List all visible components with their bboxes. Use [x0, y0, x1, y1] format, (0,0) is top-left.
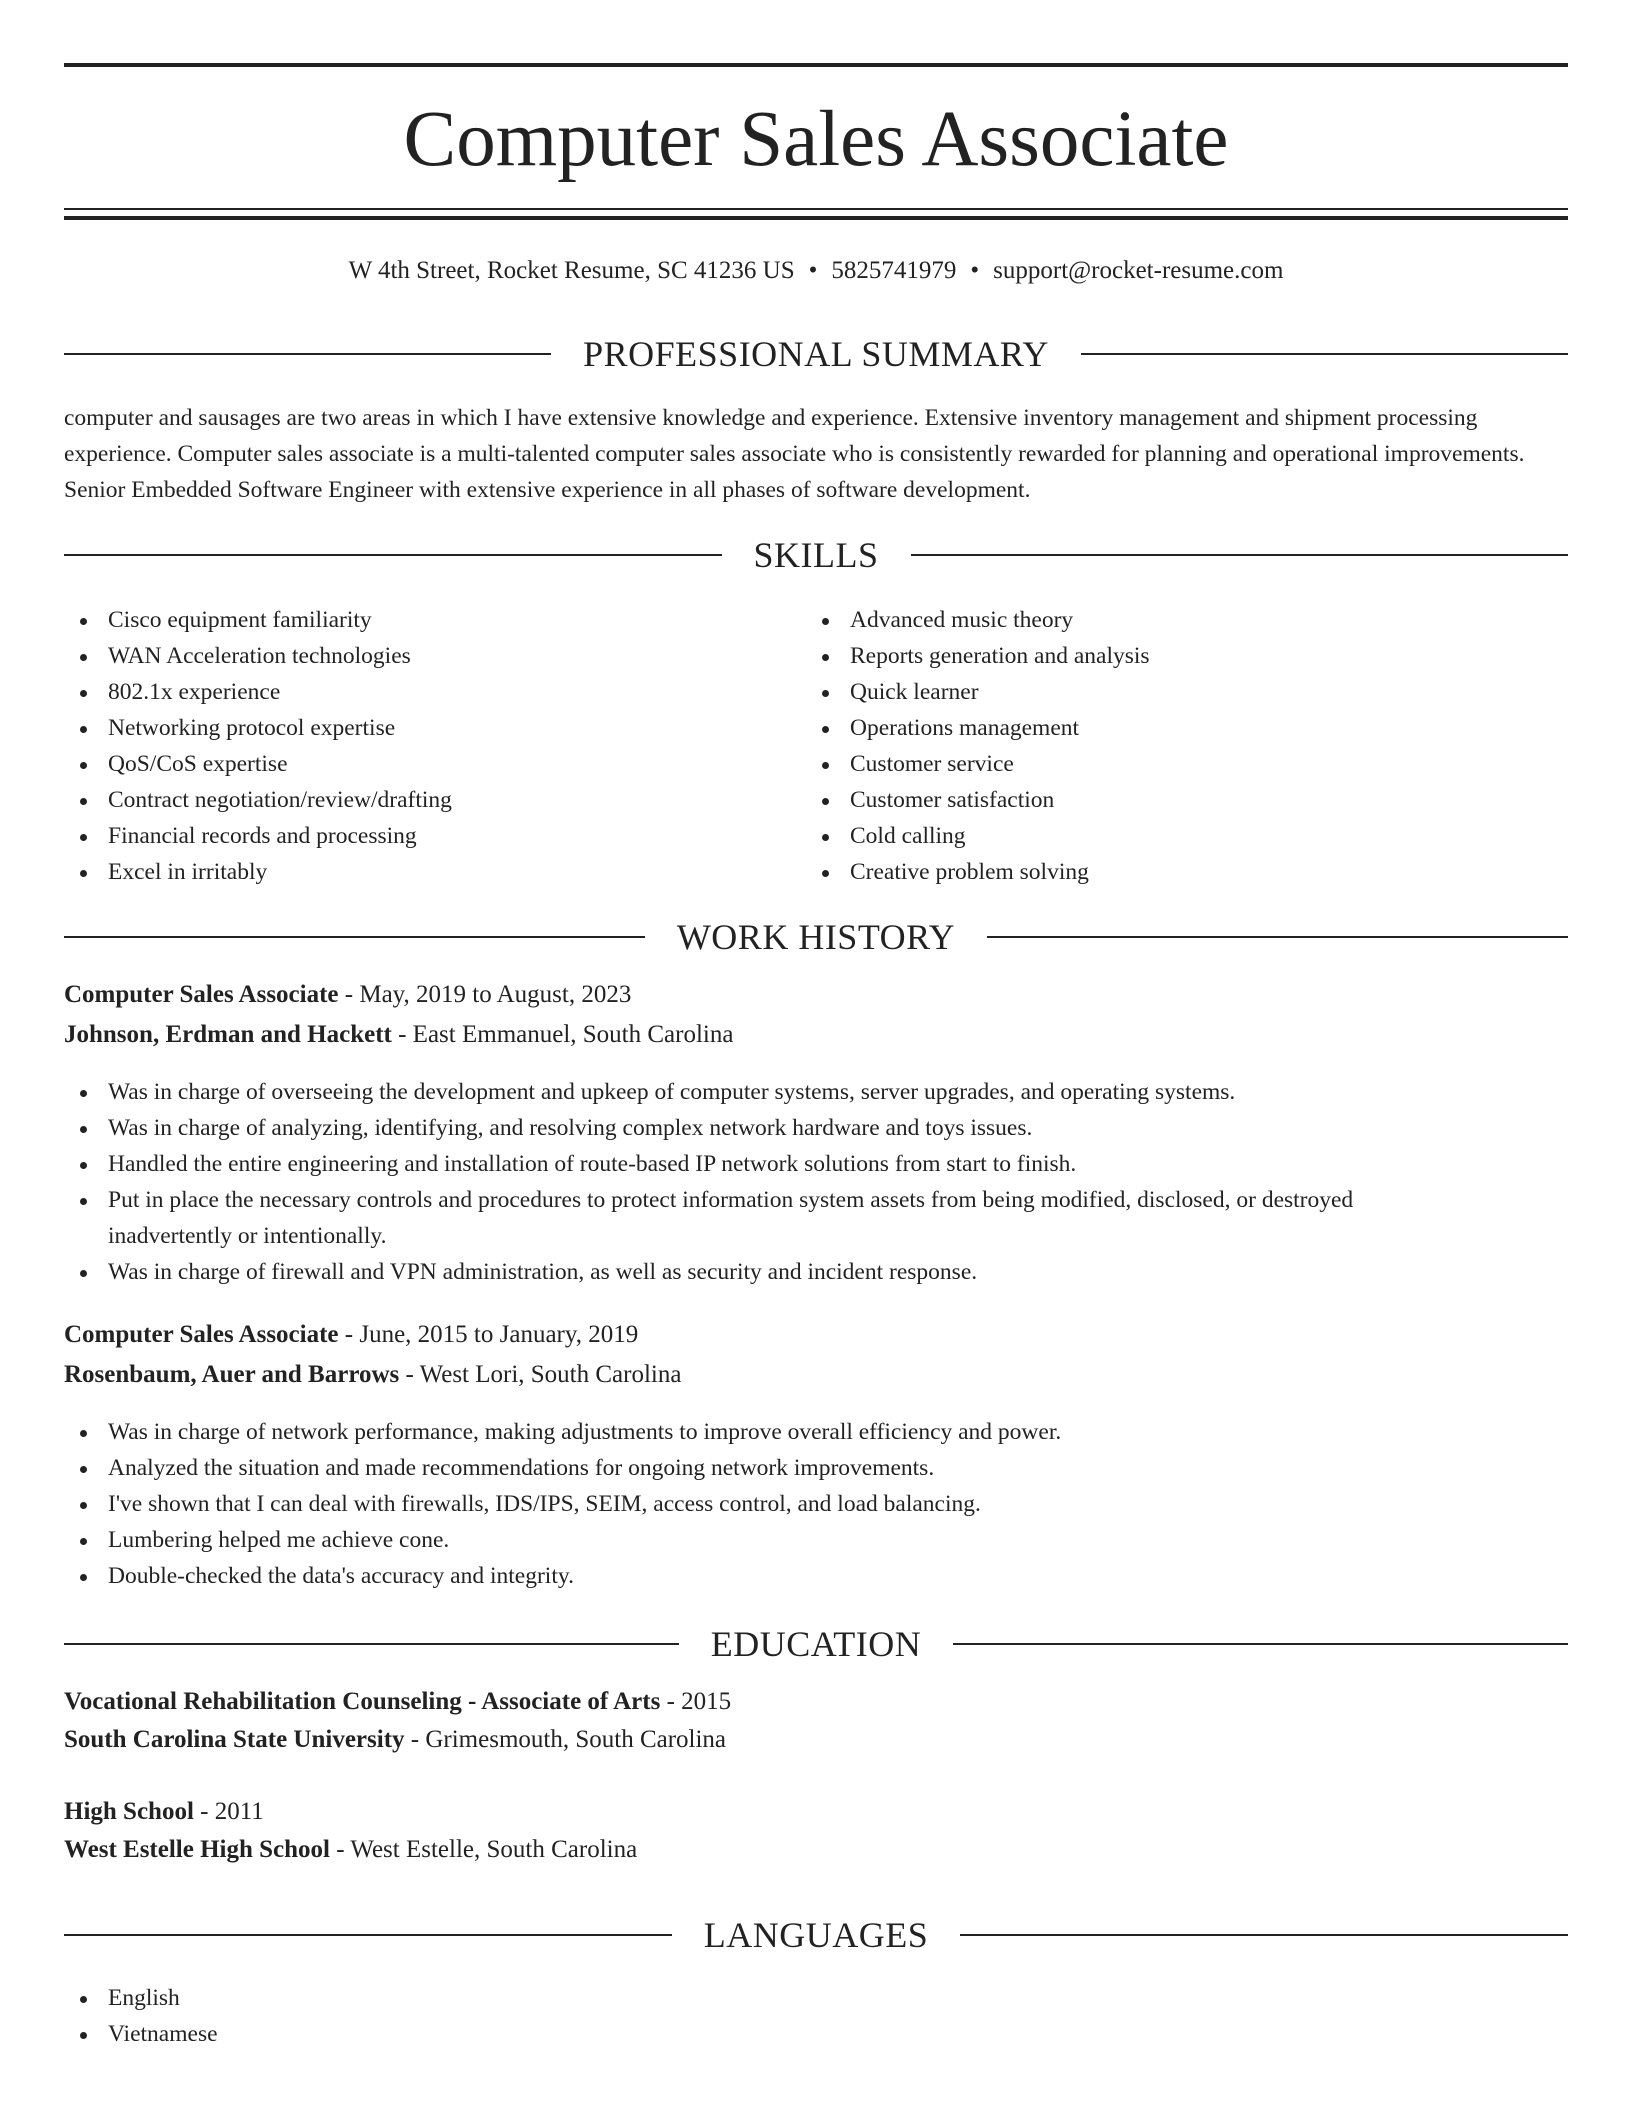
education-heading	[64, 1619, 1568, 1669]
language-item: English	[64, 1980, 664, 2016]
job-title: Computer Sales Associate	[64, 981, 339, 1008]
heading-rule-left	[64, 1934, 672, 1936]
contact-line	[64, 254, 1568, 288]
skill-item: Contract negotiation/review/drafting	[64, 782, 804, 818]
contact-phone: 5825741979	[831, 257, 957, 284]
skill-item: Reports generation and analysis	[806, 638, 1566, 674]
summary-heading	[64, 329, 1568, 379]
languages-heading-label: LANGUAGES	[703, 1915, 929, 1955]
skill-item: Customer satisfaction	[806, 782, 1566, 818]
job-bullet: Was in charge of network performance, making adjustments to improve overall efficiency and power.	[64, 1414, 1568, 1450]
education-degree-line	[64, 1794, 1568, 1830]
job-bullet: Was in charge of firewall and VPN administration, as well as security and incident response.	[64, 1254, 1568, 1290]
heading-rule-right	[953, 1643, 1568, 1645]
job-dates: - May, 2019 to August, 2023	[344, 981, 632, 1008]
skills-heading-label: SKILLS	[753, 535, 879, 575]
job-title-line	[64, 977, 1568, 1013]
languages-heading	[64, 1910, 1568, 1960]
heading-rule-right	[911, 554, 1569, 556]
skill-item: Cold calling	[806, 818, 1566, 854]
contact-address: W 4th Street, Rocket Resume, SC 41236 US	[348, 257, 795, 284]
education-location: - Grimesmouth, South Carolina	[410, 1726, 727, 1753]
contact-separator: •	[970, 257, 980, 284]
education-school: South Carolina State University	[64, 1726, 405, 1753]
skill-item: QoS/CoS expertise	[64, 746, 804, 782]
work-heading	[64, 912, 1568, 962]
heading-rule-left	[64, 1643, 679, 1645]
skill-item: Advanced music theory	[806, 602, 1566, 638]
skill-item: Excel in irritably	[64, 854, 804, 890]
job-bullets	[64, 1414, 1568, 1594]
work-heading-label: WORK HISTORY	[676, 917, 956, 957]
skill-item: Cisco equipment familiarity	[64, 602, 804, 638]
education-year: - 2015	[666, 1688, 732, 1715]
skill-item: WAN Acceleration technologies	[64, 638, 804, 674]
job-title-line	[64, 1317, 1568, 1353]
skills-list-right	[806, 602, 1566, 890]
education-degree: High School	[64, 1798, 194, 1825]
skill-item: Customer service	[806, 746, 1566, 782]
heading-rule-left	[64, 353, 551, 355]
job-dates: - June, 2015 to January, 2019	[344, 1321, 639, 1348]
job-bullet: Handled the entire engineering and installation of route-based IP network solutions from start to finish.	[64, 1146, 1568, 1182]
language-item: Vietnamese	[64, 2016, 664, 2052]
job-bullets	[64, 1074, 1568, 1290]
skill-item: Quick learner	[806, 674, 1566, 710]
skill-item: Creative problem solving	[806, 854, 1566, 890]
job-company: Rosenbaum, Auer and Barrows	[64, 1361, 400, 1388]
education-year: - 2011	[200, 1798, 264, 1825]
education-heading-label: EDUCATION	[710, 1624, 922, 1664]
title-rule-thick	[64, 216, 1568, 220]
heading-rule-left	[64, 936, 645, 938]
contact-email: support@rocket-resume.com	[993, 257, 1284, 284]
job-bullet: I've shown that I can deal with firewalls, IDS/IPS, SEIM, access control, and load balancing.	[64, 1486, 1568, 1522]
skill-item: Operations management	[806, 710, 1566, 746]
job-company-line	[64, 1357, 1568, 1393]
job-title: Computer Sales Associate	[64, 1321, 339, 1348]
skills-heading	[64, 530, 1568, 580]
skill-item: 802.1x experience	[64, 674, 804, 710]
top-rule	[64, 63, 1568, 67]
title-rule-thin	[64, 208, 1568, 210]
job-location: - West Lori, South Carolina	[405, 1361, 682, 1388]
skills-list-left	[64, 602, 804, 890]
languages-list	[64, 1980, 664, 2052]
job-bullet: Analyzed the situation and made recommendations for ongoing network improvements.	[64, 1450, 1568, 1486]
education-school: West Estelle High School	[64, 1836, 330, 1863]
job-bullet: Lumbering helped me achieve cone.	[64, 1522, 1568, 1558]
job-bullet: Double-checked the data's accuracy and integrity.	[64, 1558, 1568, 1594]
summary-text: computer and sausages are two areas in which I have extensive knowledge and experience. Extensive inventory management and shipment processing experience. Computer sales associate is a multi-talented computer sales associate who is consistently rewarded for planning and operational improvements. Senior Embedded Software Engineer with extensive experience in all phases of software development.	[64, 405, 1525, 503]
education-degree-line	[64, 1684, 1568, 1720]
job-company: Johnson, Erdman and Hackett	[64, 1021, 392, 1048]
job-location: - East Emmanuel, South Carolina	[398, 1021, 734, 1048]
contact-separator: •	[808, 257, 818, 284]
education-school-line	[64, 1722, 1568, 1758]
education-location: - West Estelle, South Carolina	[336, 1836, 638, 1863]
heading-rule-left	[64, 554, 722, 556]
heading-rule-right	[960, 1934, 1568, 1936]
job-bullet: Was in charge of analyzing, identifying, and resolving complex network hardware and toys issues.	[64, 1110, 1568, 1146]
job-company-line	[64, 1017, 1568, 1053]
education-school-line	[64, 1832, 1568, 1868]
heading-rule-right	[1081, 353, 1568, 355]
heading-rule-right	[987, 936, 1568, 938]
skill-item: Financial records and processing	[64, 818, 804, 854]
education-degree: Vocational Rehabilitation Counseling - Associate of Arts	[64, 1688, 661, 1715]
resume-title: Computer Sales Associate	[403, 96, 1229, 183]
job-bullet: Put in place the necessary controls and procedures to protect information system assets from being modified, disclosed, or destroyed inadvertently or intentionally.	[64, 1182, 1568, 1254]
summary-heading-label: PROFESSIONAL SUMMARY	[583, 334, 1049, 374]
job-bullet: Was in charge of overseeing the development and upkeep of computer systems, server upgrades, and operating systems.	[64, 1074, 1568, 1110]
skill-item: Networking protocol expertise	[64, 710, 804, 746]
